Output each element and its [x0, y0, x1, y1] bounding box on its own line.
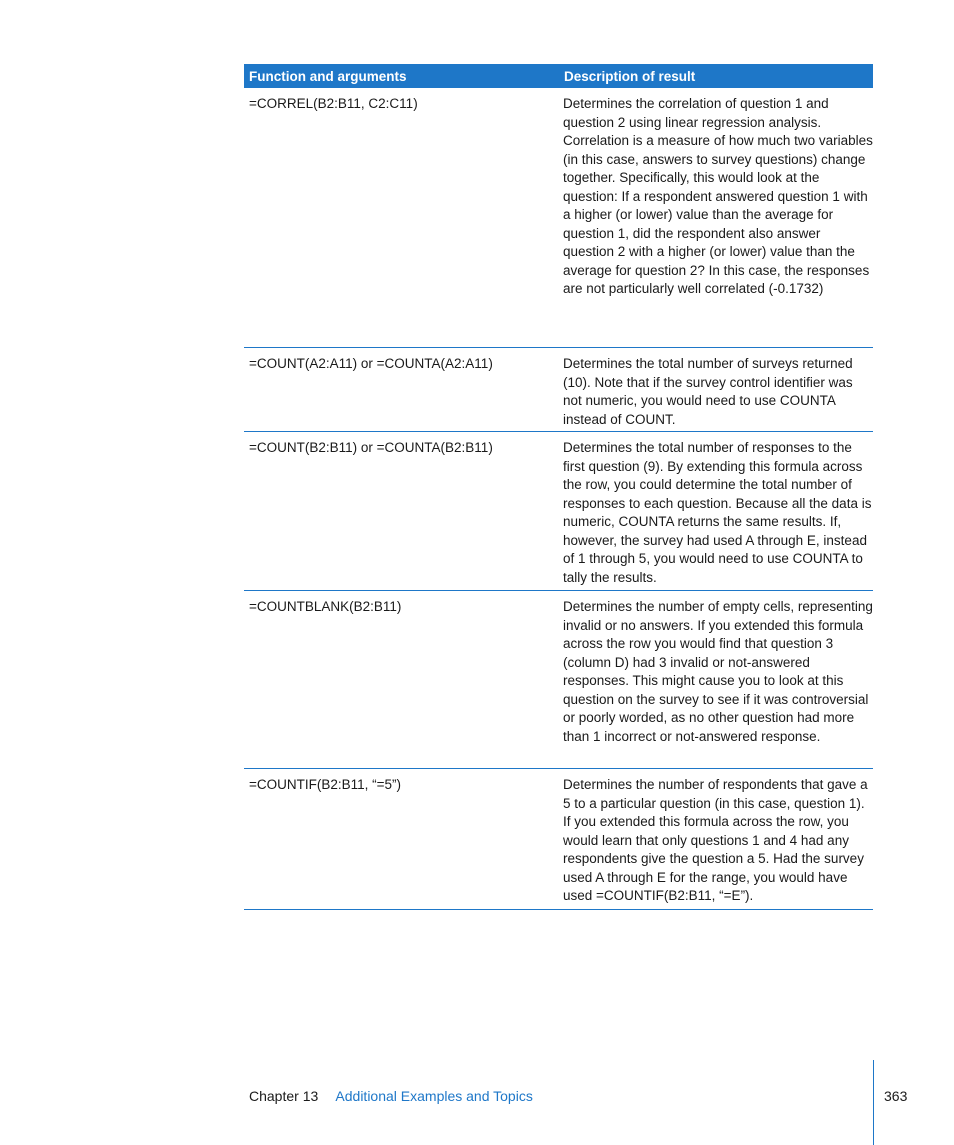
function-cell: =COUNTIF(B2:B11, “=5”) [249, 777, 402, 792]
table-row [244, 591, 873, 769]
function-cell: =COUNTBLANK(B2:B11) [249, 599, 402, 614]
page-number: 363 [884, 1088, 908, 1104]
description-cell: Determines the number of respondents that gave a 5 to a particular question (in this case, question 1). If you extended this formula across the row, you would learn that only questions 1 and 4 had any respondents give the question a 5. Had the survey used A through E for the range, you would have used =COUNTIF(B2:B11, “=E”). [563, 777, 868, 903]
description-cell: Determines the total number of surveys returned (10). Note that if the survey control identifier was not numeric, you would need to use COUNTA instead of COUNT. [563, 356, 853, 427]
description-cell: Determines the number of empty cells, representing invalid or no answers. If you extended this formula across the row you would find that question 3 (column D) had 3 invalid or not-answered responses. This might cause you to look at this question on the survey to see if it was controversial or poorly worded, as no other question had more than 1 incorrect or not-answered response. [563, 599, 873, 744]
table-row [244, 348, 873, 432]
function-cell: =COUNT(B2:B11) or =COUNTA(B2:B11) [249, 440, 493, 455]
table-header [244, 64, 873, 88]
footer-divider [873, 1060, 874, 1145]
functions-table [244, 64, 873, 910]
function-cell: =CORREL(B2:B11, C2:C11) [249, 96, 418, 111]
table-row [244, 88, 873, 348]
description-cell: Determines the total number of responses to the first question (9). By extending this formula across the row, you could determine the total number of responses to each question. Because all the data is numeric, COUNTA returns the same results. If, however, the survey had used A through E, instead of 1 through 5, you would need to use COUNTA to tally the results. [563, 440, 872, 585]
header-description: Description of result [564, 68, 696, 84]
footer-chapter [249, 1088, 533, 1104]
description-cell: Determines the correlation of question 1 and question 2 using linear regression analysis. Correlation is a measure of how much two variables (in this case, answers to survey questions) change together. Specifically, this would look at the question: If a respondent answered question 1 with a higher (or lower) value than the average for question 1, did the respondent also answer question 2 with a higher (or lower) value than the average for question 2? In this case, the responses are not particularly well correlated (-0.1732) [563, 96, 873, 296]
chapter-topic-link[interactable]: Additional Examples and Topics [335, 1088, 533, 1104]
chapter-label: Chapter 13 [249, 1088, 319, 1104]
table-row [244, 432, 873, 591]
function-cell: =COUNT(A2:A11) or =COUNTA(A2:A11) [249, 356, 493, 371]
header-function: Function and arguments [249, 68, 407, 84]
table-row [244, 769, 873, 910]
